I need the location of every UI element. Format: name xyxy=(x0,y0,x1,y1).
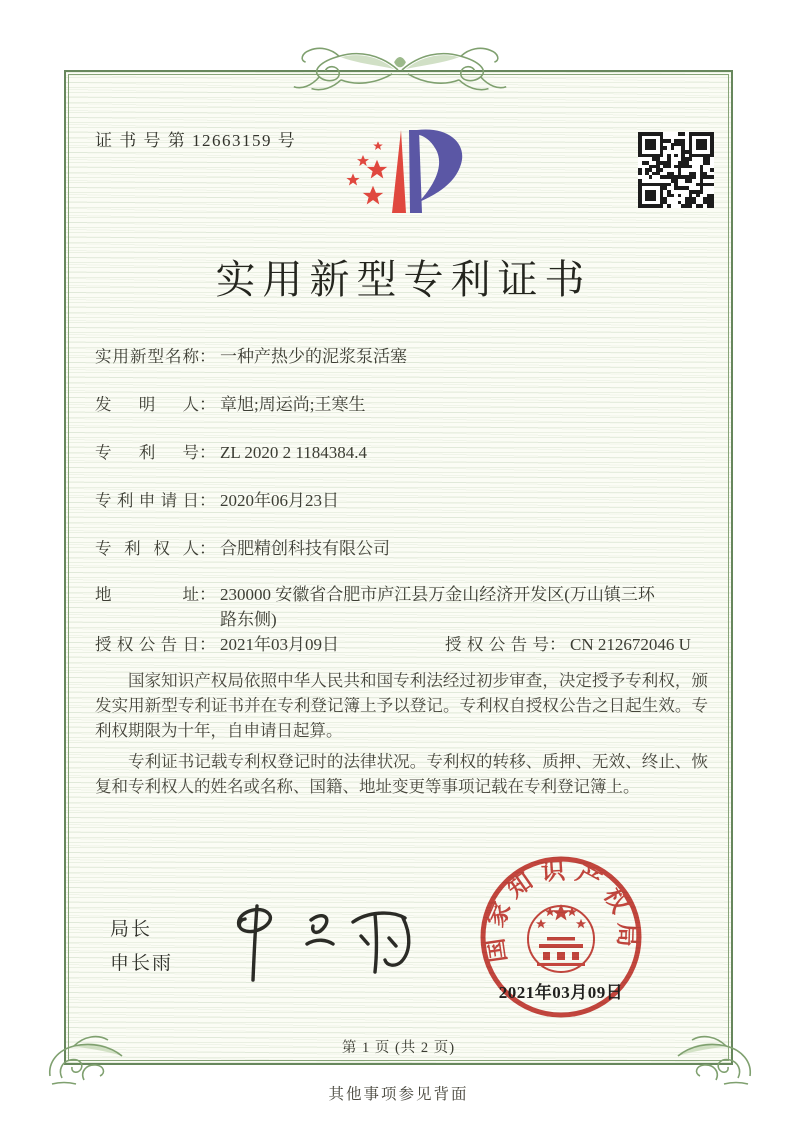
field-label: 专利权人 xyxy=(95,539,199,558)
field-label: 专利申请日 xyxy=(95,491,199,510)
field-row-address: 地址： 230000 安徽省合肥市庐江县万金山经济开发区(万山镇三环路东侧) xyxy=(95,582,709,632)
field-value: 一种产热少的泥浆泵活塞 xyxy=(220,347,407,366)
field-label: 地址 xyxy=(95,585,199,604)
cnipa-logo-icon xyxy=(342,118,472,224)
field-label: 专利号 xyxy=(95,443,199,462)
field-grant-no: 授权公告号： CN 212672046 U xyxy=(445,632,691,657)
page-title: 实用新型专利证书 xyxy=(215,257,592,302)
handwritten-signature-icon xyxy=(215,892,430,987)
field-row-inventor: 发明人： 章旭;周运尚;王寒生 xyxy=(95,392,709,417)
field-label: 授权公告日 xyxy=(95,635,199,654)
qr-code xyxy=(638,132,714,208)
field-row-patentee: 专利权人： 合肥精创科技有限公司 xyxy=(95,536,709,561)
field-value: 合肥精创科技有限公司 xyxy=(220,539,390,558)
field-label: 授权公告号 xyxy=(445,635,549,654)
field-value: 230000 安徽省合肥市庐江县万金山经济开发区(万山镇三环路东侧) xyxy=(220,585,655,629)
field-value: CN 212672046 U xyxy=(570,635,691,654)
field-label: 发明人 xyxy=(95,395,199,414)
field-value: 2020年06月23日 xyxy=(220,491,339,510)
field-row-grant: 授权公告日： 2021年03月09日 授权公告号： CN 212672046 U xyxy=(95,632,709,657)
field-value: 2021年03月09日 xyxy=(220,635,339,654)
seal-ring-text: 国家知识产权局 xyxy=(481,858,640,965)
legal-text xyxy=(95,668,708,805)
field-label: 实用新型名称 xyxy=(95,347,199,366)
field-row-filing-date: 专利申请日： 2020年06月23日 xyxy=(95,488,709,513)
field-row-name: 实用新型名称： 一种产热少的泥浆泵活塞 xyxy=(95,344,709,369)
field-row-patent-no: 专利号： ZL 2020 2 1184384.4 xyxy=(95,440,709,465)
legal-paragraph-2: 专利证书记载专利权登记时的法律状况。专利权的转移、质押、无效、终止、恢复和专利权人的姓名或名称、国籍、地址变更等事项记载在专利登记簿上。 xyxy=(95,752,708,796)
director-title: 局长 xyxy=(110,919,153,940)
seal-date: 2021年03月09日 xyxy=(498,983,624,1002)
legal-paragraph-1: 国家知识产权局依照中华人民共和国专利法经过初步审查，决定授予专利权，颁发实用新型专利证书并在专利登记簿上予以登记。专利权自授权公告之日起生效。专利权期限为十年，自申请日起算。 xyxy=(95,671,708,740)
director-name: 申长雨 xyxy=(110,953,174,974)
national-emblem-icon xyxy=(528,904,594,972)
floral-ornament-top-icon xyxy=(282,44,518,96)
back-side-note: 其他事项参见背面 xyxy=(328,1086,469,1103)
field-value: ZL 2020 2 1184384.4 xyxy=(220,443,368,462)
certificate-number: 证 书 号 第 12663159 号 xyxy=(95,131,297,150)
field-value: 章旭;周运尚;王寒生 xyxy=(220,395,366,414)
page-number: 第 1 页 (共 2 页) xyxy=(341,1040,456,1056)
